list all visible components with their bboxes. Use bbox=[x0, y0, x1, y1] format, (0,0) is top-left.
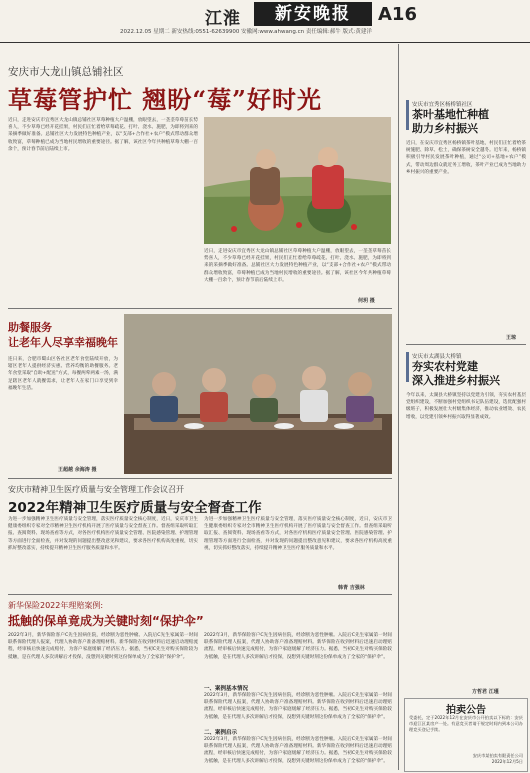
article2-title: 助餐服务 让老年人尽享幸福晚年 bbox=[8, 321, 118, 349]
article3-kicker: 安庆市精神卫生医疗质量与安全管理工作会议召开 bbox=[8, 485, 184, 494]
divider bbox=[406, 344, 526, 345]
article3-body-col1: 为进一步加强精神卫生医疗质量与安全管理，落实医疗质量安全核心制度，近日，安庆市卫生健康委组织专家对全市精神卫生医疗机构开展了医疗质量与安全督查工作。督查组采取听取汇报、查阅资料、现场查看等方式，对各医疗机构医疗质量安全管理、医院感染管理、护理管理等方面进行全面检查，并对发现的问题提出整改意见和建议，要求各医疗机构高度重视，切实抓好整改落实，持续提升精神卫生医疗服务质量和水平。 bbox=[8, 517, 198, 551]
article2-byline: 王超越 余海涛 摄 bbox=[58, 467, 97, 473]
newspaper-logo: 新安晚报 bbox=[254, 2, 372, 26]
sidebar1-kicker: 安庆市宜秀区杨桥镇社区 bbox=[412, 102, 473, 108]
article1-title: 草莓管护忙 翘盼“莓”好时光 bbox=[8, 85, 322, 114]
sidebar1-body: 近日，在安庆市宜秀区杨桥镇茶叶基地，村民们正忙着给茶树施肥、除草、松土，确保茶树安全越冬。近年来，杨桥镇积极引导村民发展茶叶种植，通过“公司+基地+农户”模式，带动周边群众就近务工增收，茶叶产业已成为当地助力乡村振兴的重要产业。 bbox=[406, 141, 526, 175]
masthead-region: 江淮 bbox=[205, 9, 241, 29]
article1-body-right: 近日，走进安庆市宜秀区大龙山镇总铺社区草莓种植大户温棚，放眼望去，一垄垄草莓苗长势喜人，不少草莓已经开花挂果，村民们正忙着给草莓疏花、打叶、浇水、施肥，为即将到来的采摘季做好准备。总铺社区大力发展特色种植产业，以“支部+合作社+农户”模式带动群众增收致富，草莓种植已成为当地村民增收的重要途径。据了解，该社区今年共种植草莓大棚一百余个，预计春节前后陆续上市。 bbox=[204, 249, 391, 283]
divider bbox=[8, 478, 392, 479]
divider bbox=[8, 308, 392, 309]
article4-kicker: 新华保险2022年理赔案例: bbox=[8, 601, 104, 610]
strawberry-photo bbox=[204, 117, 391, 244]
article4-body-col2a: 2022年3月，新华保险客户C先生因病住院，经诊断为恶性肿瘤。入院后C先生家属第一时间联系保险代理人报案，代理人协助客户准备理赔材料。新华保险在收到材料后迅速启动理赔流程，经审核后快速完成赔付，为客户家庭缓解了经济压力。据悉，当初C先生对购买保险较为抵触，是在代理人多次讲解后才投保，没想到关键时刻这份保单成为了全家的“保护伞”。 bbox=[204, 633, 392, 660]
masthead-info-line: 2022.12.05 星期二 新安热线:0551-62639900 安徽网:www.ahwang.cn 责任编辑:郝牛 版式:黄建洋 bbox=[120, 29, 372, 35]
article4-body-col2c: 2022年3月，新华保险客户C先生因病住院，经诊断为恶性肿瘤。入院后C先生家属第一时间联系保险代理人报案，代理人协助客户准备理赔材料。新华保险在收到材料后迅速启动理赔流程，经审核后快速完成赔付，为客户家庭缓解了经济压力。据悉，当初C先生对购买保险较为抵触，是在代理人多次讲解后才投保，没想到关键时刻这份保单成为了全家的“保护伞”。 bbox=[204, 737, 392, 764]
article3-body-col2: 为进一步加强精神卫生医疗质量与安全管理，落实医疗质量安全核心制度，近日，安庆市卫生健康委组织专家对全市精神卫生医疗机构开展了医疗质量与安全督查工作。督查组采取听取汇报、查阅资料、现场查看等方式，对各医疗机构医疗质量安全管理、医院感染管理、护理管理等方面进行全面检查，并对发现的问题提出整改意见和建议，要求各医疗机构高度重视，切实抓好整改落实，持续提升精神卫生医疗服务质量和水平。 bbox=[204, 517, 392, 551]
article1-byline: 何玥 摄 bbox=[358, 298, 375, 304]
auction-notice bbox=[404, 698, 528, 772]
column-divider bbox=[398, 44, 399, 770]
article4-section1: 一、案例基本情况 bbox=[204, 686, 249, 692]
auction-company: 安庆市某拍卖有限责任公司 2022年12月5日 bbox=[472, 753, 523, 764]
page-number: A16 bbox=[378, 4, 417, 25]
auction-body: 受委托，定于2022年12月在安庆市公开拍卖以下标的：安庆市迎江区某房产一处。有意竞买者请于规定时间内到本公司办理竞买登记手续。 bbox=[409, 715, 523, 732]
article4-body-col1: 2022年3月，新华保险客户C先生因病住院，经诊断为恶性肿瘤。入院后C先生家属第一时间联系保险代理人报案，代理人协助客户准备理赔材料。新华保险在收到材料后迅速启动理赔流程，经审核后快速完成赔付，为客户家庭缓解了经济压力。据悉，当初C先生对购买保险较为抵触，是在代理人多次讲解后才投保，没想到关键时刻这份保单成为了全家的“保护伞”。 bbox=[8, 633, 198, 660]
sidebar2-bar bbox=[406, 352, 409, 382]
divider bbox=[8, 594, 392, 595]
article4-section2: 二、案例启示 bbox=[204, 730, 238, 736]
sidebar1-bar bbox=[406, 100, 409, 130]
article1-kicker: 安庆市大龙山镇总铺社区 bbox=[8, 66, 124, 78]
sidebar2-title: 夯实农村党建 深入推进乡村振兴 bbox=[412, 360, 500, 387]
masthead bbox=[0, 0, 530, 43]
sidebar2-byline: 方哲君 江瑾 bbox=[472, 689, 499, 695]
sidebar2-body: 今年以来，太湖县大桥镇坚持以党建为引领，夯实农村基层党组织建设，不断加强村党组织书记队伍建设，选优配强村级班子，积极发展壮大村级集体经济，推动农业增效、农民增收，以党建引领乡村振兴取得显著成效。 bbox=[406, 393, 526, 420]
auction-title: 拍卖公告 bbox=[446, 705, 486, 716]
article2-body: 连日来，合肥市蜀山区各社区老年食堂陆续开放，为辖区老年人提供经济实惠、营养均衡的助餐服务。老年食堂采取“自助+配送”方式，每餐两荤两素一汤，满足辖区老年人就餐需求，让老年人在家门口享受到幸福晚年生活。 bbox=[8, 357, 118, 391]
article3-title: 2022年精神卫生医疗质量与安全督查工作 bbox=[8, 500, 262, 516]
elderly-meal-photo bbox=[124, 314, 392, 474]
article3-byline: 韩青 吉强林 bbox=[338, 585, 365, 591]
sidebar1-title: 茶叶基地忙种植 助力乡村振兴 bbox=[412, 108, 489, 135]
article4-title: 抵触的保单竟成为关键时刻“保护伞” bbox=[8, 614, 204, 628]
sidebar1-byline: 王琼 bbox=[506, 335, 517, 341]
article4-body-col2b: 2022年3月，新华保险客户C先生因病住院，经诊断为恶性肿瘤。入院后C先生家属第一时间联系保险代理人报案，代理人协助客户准备理赔材料。新华保险在收到材料后迅速启动理赔流程，经审核后快速完成赔付，为客户家庭缓解了经济压力。据悉，当初C先生对购买保险较为抵触，是在代理人多次讲解后才投保，没想到关键时刻这份保单成为了全家的“保护伞”。 bbox=[204, 693, 392, 720]
sidebar2-kicker: 安庆市太湖县大桥镇 bbox=[412, 354, 462, 360]
article1-body-left: 近日，走进安庆市宜秀区大龙山镇总铺社区草莓种植大户温棚，放眼望去，一垄垄草莓苗长势喜人，不少草莓已经开花挂果，村民们正忙着给草莓疏花、打叶、浇水、施肥，为即将到来的采摘季做好准备。总铺社区大力发展特色种植产业，以“支部+合作社+农户”模式带动群众增收致富，草莓种植已成为当地村民增收的重要途径。据了解，该社区今年共种植草莓大棚一百余个，预计春节前后陆续上市。 bbox=[8, 118, 198, 152]
